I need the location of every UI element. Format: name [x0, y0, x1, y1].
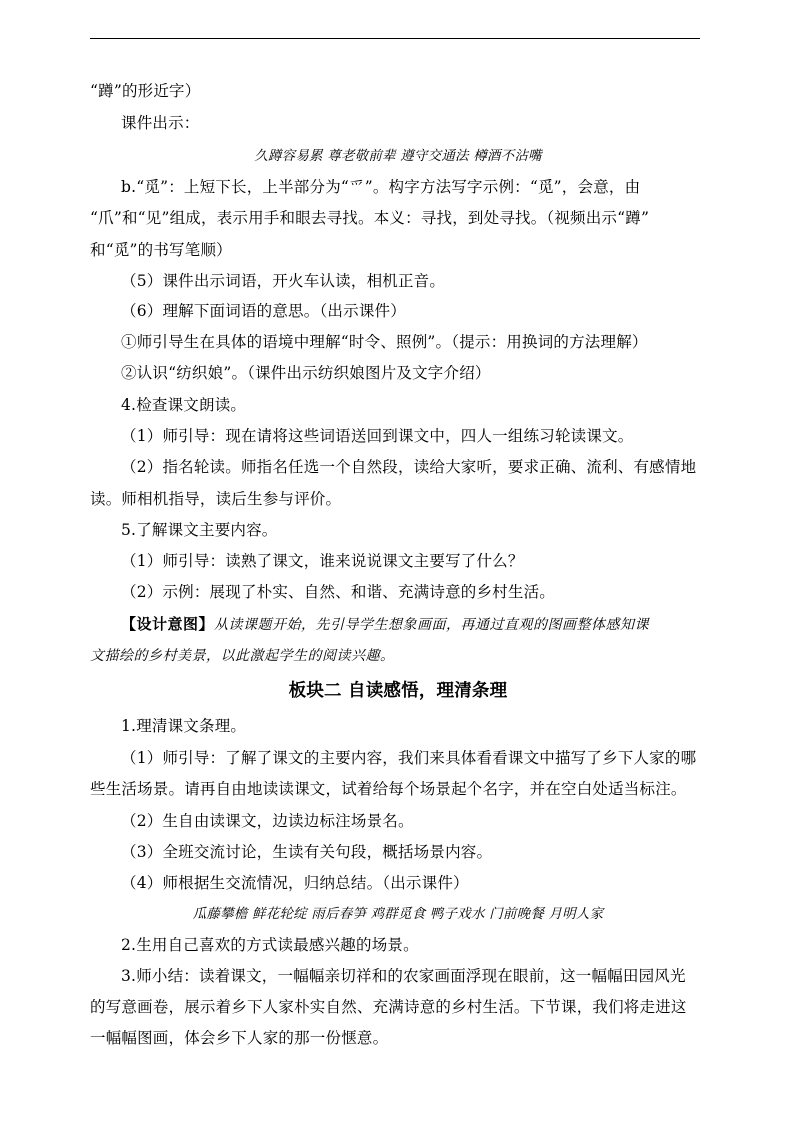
text-line: b.“觅”：上短下长，上半部分为“爫”。构字方法写字示例：“觅”，会意，由 [121, 178, 641, 196]
text-line: 5.了解课文主要内容。 [121, 521, 278, 539]
design-intent-text: 从读课题开始，先引导学生想象画面，再通过直观的图画整体感知课 [214, 617, 650, 633]
text-line: 读。师相机指导，读后生参与评价。 [90, 490, 342, 508]
header-rule [90, 38, 700, 39]
design-intent-tag: 【设计意图】 [121, 615, 215, 633]
text-line: 2.生用自己喜欢的方式读最感兴趣的场景。 [121, 936, 419, 954]
text-line: （3）全班交流讨论，生读有关句段，概括场景内容。 [121, 843, 493, 861]
text-line: ①师引导生在具体的语境中理解“时令、照例”。（提示：用换词的方法理解） [121, 333, 648, 351]
text-line: 课件出示： [121, 114, 200, 132]
text-line: （4）师根据生交流情况，归纳总结。（出示课件） [121, 874, 469, 892]
text-line: ②认识“纺织娘”。（课件出示纺织娘图片及文字介绍） [121, 364, 491, 382]
text-line: 1.理清课文条理。 [121, 717, 247, 735]
text-line: （1）师引导：现在请将这些词语送回到课文中，四人一组练习轮读课文。 [121, 427, 634, 445]
text-line: （6）理解下面词语的意思。（出示课件） [121, 302, 406, 320]
text-line: 些生活场景。请再自由地读读课文，试着给每个场景起个名字，并在空白处适当标注。 [90, 780, 687, 798]
text-line: （2）指名轮读。师指名任选一个自然段，读给大家听，要求正确、流利、有感情地 [121, 458, 697, 476]
text-line: 一幅幅图画，体会乡下人家的那一份惬意。 [90, 1029, 389, 1047]
text-line: （5）课件出示词语，开火车认读，相机正音。 [121, 272, 446, 290]
text-line: 的写意画卷，展示着乡下人家朴实自然、充满诗意的乡村生活。下节课，我们将走进这 [90, 998, 687, 1016]
text-line: （2）示例：展现了朴实、自然、和谐、充满诗意的乡村生活。 [121, 583, 555, 601]
scene-names: 瓜藤攀檐 鲜花轮绽 雨后春笋 鸡群觅食 鸭子戏水 门前晚餐 月明人家 [192, 906, 604, 922]
text-line: 和“觅”的书写笔顺） [90, 241, 232, 259]
text-line: 4.检查课文朗读。 [121, 396, 247, 414]
design-intent-cont: 文描绘的乡村美景，以此激起学生的阅读兴趣。 [90, 648, 395, 664]
courseware-words: 久蹲容易累 尊老敬前辈 遵守交通法 樽酒不沾嘴 [254, 148, 542, 164]
design-intent [121, 614, 737, 635]
text-line: （2）生自由读课文，边读边标注场景名。 [121, 812, 414, 830]
text-line: （1）师引导：读熟了课文，谁来说说课文主要写了什么？ [121, 552, 524, 570]
text-line: “蹲”的形近字） [90, 82, 201, 100]
text-line: 3.师小结：读着课文，一幅幅亲切祥和的农家画面浮现在眼前，这一幅幅田园风光 [121, 967, 686, 985]
text-line: （1）师引导：了解了课文的主要内容，我们来具体看看课文中描写了乡下人家的哪 [121, 749, 697, 767]
text-line: “爪”和“见”组成，表示用手和眼去寻找。本义：寻找，到处寻找。（视频出示“蹲” [90, 209, 650, 227]
section-heading: 板块二 自读感悟，理清条理 [288, 681, 508, 701]
